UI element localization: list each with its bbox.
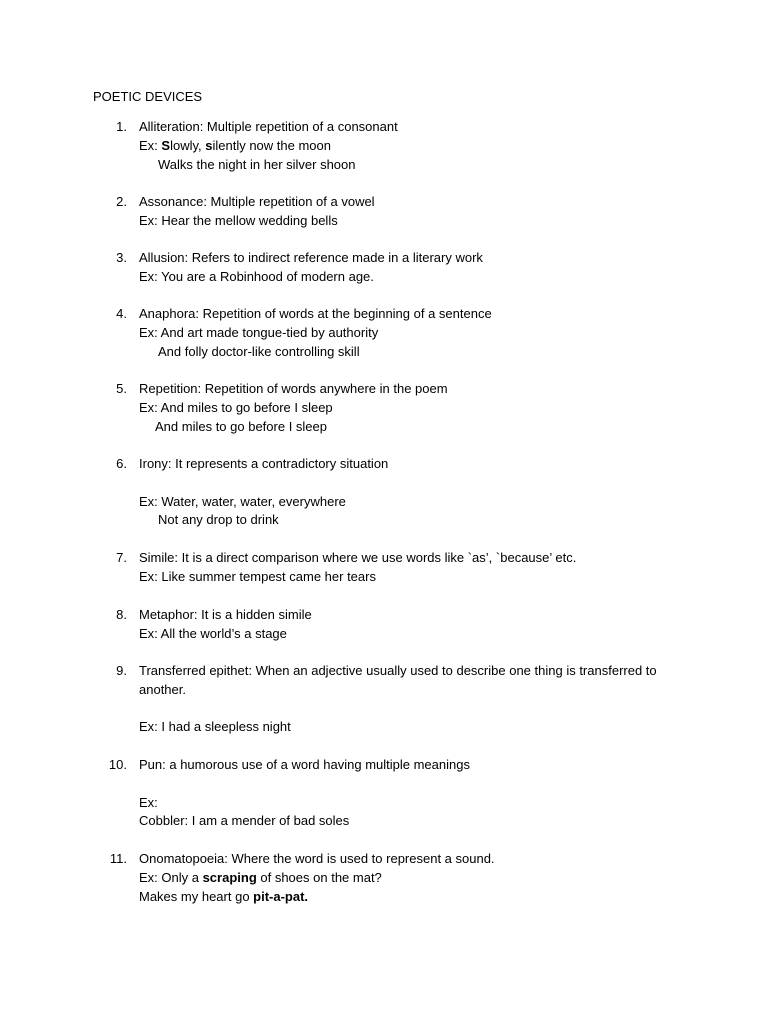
- item-definition: Irony: It represents a contradictory situation: [139, 456, 389, 471]
- item-example: Ex: All the world’s a stage: [139, 625, 287, 641]
- item-number: 3.: [116, 250, 127, 265]
- item-number: 1.: [116, 119, 127, 134]
- item-example-continuation: Makes my heart go pit-a-pat.: [139, 888, 309, 904]
- item-number: 10.: [108, 757, 127, 772]
- item-example: Ex:: [139, 794, 158, 810]
- item-example-continuation: And miles to go before I sleep: [155, 418, 327, 434]
- item-number: 9.: [116, 663, 127, 678]
- item-number: 7.: [116, 550, 127, 565]
- item-definition: Pun: a humorous use of a word having multiple meanings: [139, 757, 470, 772]
- item-number: 2.: [116, 194, 127, 209]
- item-example: Ex: Hear the mellow wedding bells: [139, 212, 338, 228]
- item-example-continuation: And folly doctor-like controlling skill: [158, 343, 360, 359]
- item-definition: Repetition: Repetition of words anywhere in the poem: [139, 381, 448, 396]
- item-example: Ex: Slowly, silently now the moon: [139, 137, 331, 153]
- item-example: Ex: And art made tongue-tied by authority: [139, 324, 379, 340]
- document-title: POETIC DEVICES: [93, 89, 203, 104]
- item-definition: Transferred epithet: When an adjective usually used to describe one thing is transferred to another.: [139, 663, 657, 697]
- item-definition: Allusion: Refers to indirect reference made in a literary work: [139, 250, 483, 265]
- item-example-continuation: Cobbler: I am a mender of bad soles: [139, 813, 350, 829]
- item-example: Ex: Like summer tempest came her tears: [139, 568, 376, 584]
- item-number: 5.: [116, 381, 127, 396]
- item-example-continuation: Walks the night in her silver shoon: [158, 156, 356, 172]
- item-definition: Alliteration: Multiple repetition of a consonant: [139, 119, 398, 134]
- item-number: 6.: [116, 456, 127, 471]
- item-definition: Simile: It is a direct comparison where we use words like `as’, `because’ etc.: [139, 550, 577, 565]
- item-definition: Anaphora: Repetition of words at the beginning of a sentence: [139, 306, 492, 321]
- item-example: Ex: You are a Robinhood of modern age.: [139, 268, 374, 284]
- item-example: Ex: And miles to go before I sleep: [139, 399, 333, 415]
- item-definition: Assonance: Multiple repetition of a vowel: [139, 194, 375, 209]
- item-definition: Onomatopoeia: Where the word is used to represent a sound.: [139, 851, 495, 866]
- item-definition: Metaphor: It is a hidden simile: [139, 607, 312, 622]
- item-example: Ex: Water, water, water, everywhere: [139, 493, 346, 509]
- item-number: 8.: [116, 607, 127, 622]
- item-example: Ex: I had a sleepless night: [139, 719, 291, 735]
- item-example: Ex: Only a scraping of shoes on the mat?: [139, 869, 382, 885]
- item-number: 4.: [116, 306, 127, 321]
- item-example-continuation: Not any drop to drink: [158, 512, 279, 528]
- item-number: 11.: [109, 851, 127, 866]
